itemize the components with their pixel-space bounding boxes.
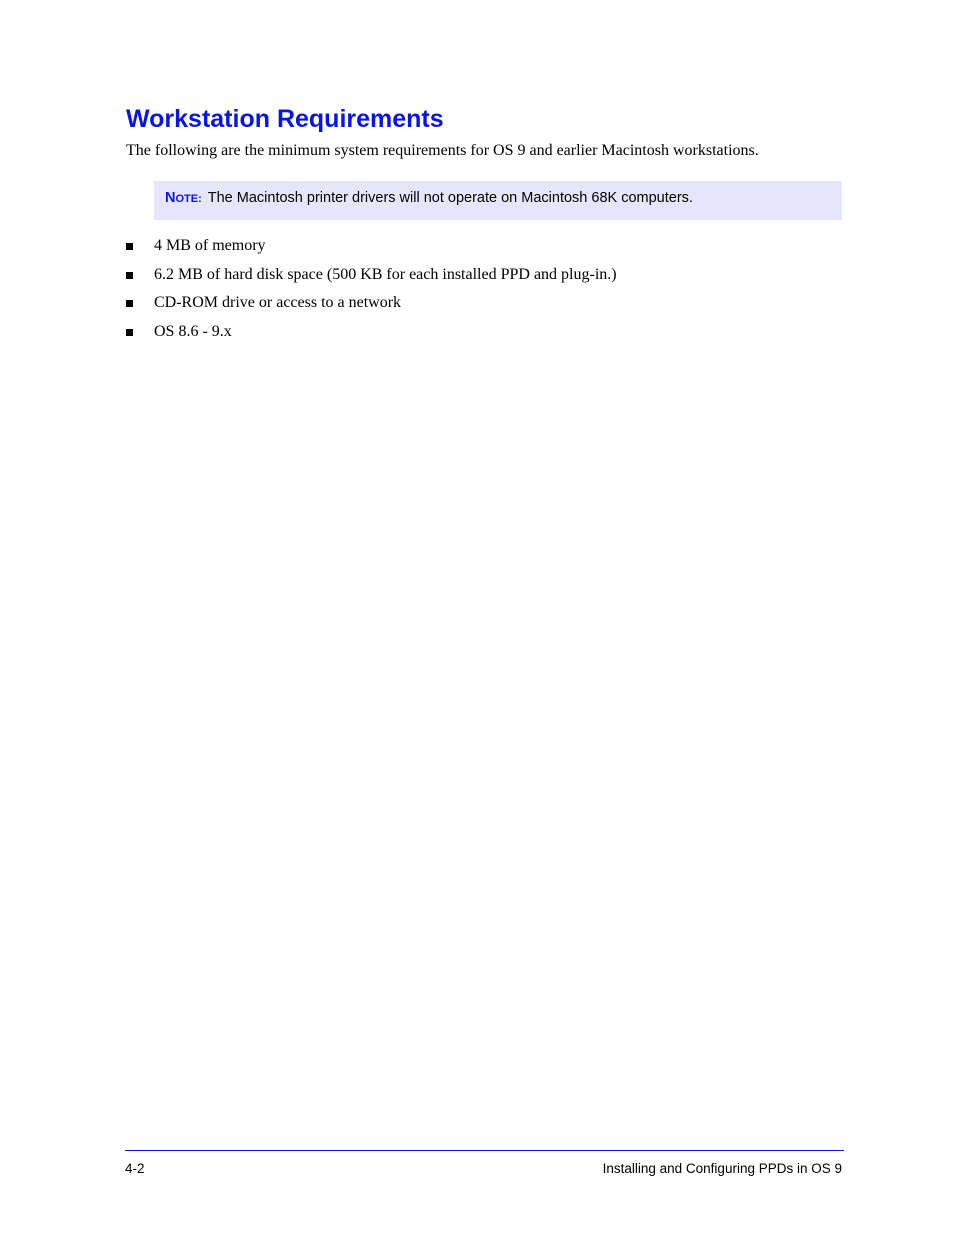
note-label-initial: N xyxy=(165,190,176,206)
section-heading: Workstation Requirements xyxy=(126,105,444,133)
note-text: The Macintosh printer drivers will not operate on Macintosh 68K computers. xyxy=(207,190,693,206)
list-item-text: 6.2 MB of hard disk space (500 KB for each installed PPD and plug-in.) xyxy=(154,265,617,283)
footer-divider xyxy=(125,1150,844,1151)
square-bullet-icon xyxy=(126,272,133,279)
footer-chapter-title: Installing and Configuring PPDs in OS 9 xyxy=(602,1161,842,1176)
note-label xyxy=(165,190,202,206)
list-item-text: CD-ROM drive or access to a network xyxy=(154,294,402,311)
list-item-text: OS 8.6 - 9.x xyxy=(154,322,232,340)
square-bullet-icon xyxy=(126,243,133,250)
page-number: 4-2 xyxy=(125,1161,145,1176)
note-label-rest: OTE: xyxy=(175,193,202,205)
square-bullet-icon xyxy=(126,329,133,336)
list-item-text: 4 MB of memory xyxy=(154,237,266,254)
note-box xyxy=(154,181,842,220)
intro-paragraph: The following are the minimum system requirements for OS 9 and earlier Macintosh workstations. xyxy=(126,142,759,159)
square-bullet-icon xyxy=(126,300,133,307)
